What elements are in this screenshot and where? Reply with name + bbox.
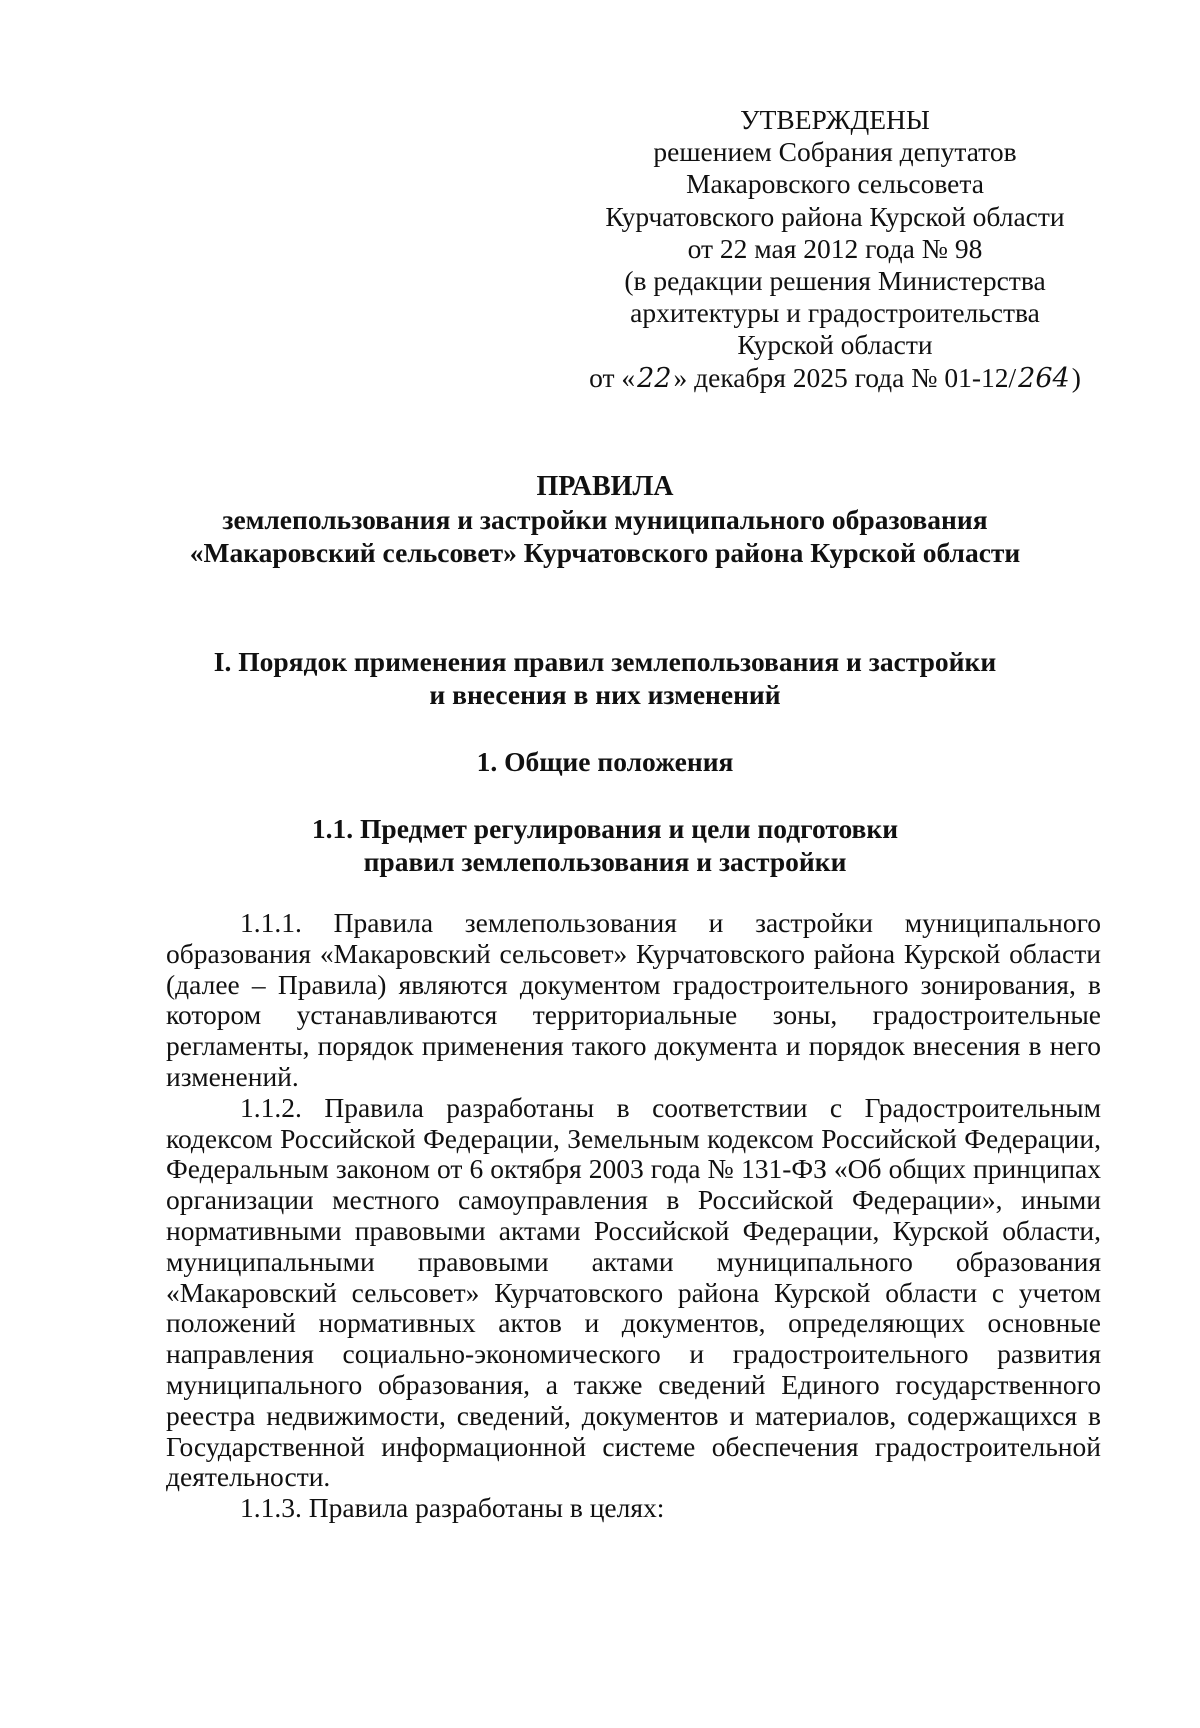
approval-stamp-block — [560, 104, 1110, 395]
handwritten-number: 264 — [1018, 362, 1070, 394]
subsection-heading-line: 1.1. Предмет регулирования и цели подготовки — [311, 813, 899, 844]
subsection-heading-line: правил землепользования и застройки — [363, 846, 847, 877]
approval-date-prefix: от « — [589, 361, 636, 393]
chapter-heading-text: 1. Общие положения — [476, 746, 734, 777]
title-subline: «Макаровский сельсовет» Курчатовского района Курской области — [189, 537, 1021, 568]
approval-date-suffix: ) — [1071, 361, 1081, 393]
approval-line: (в редакции решения Министерства — [624, 265, 1046, 297]
approval-title: УТВЕРЖДЕНЫ — [740, 104, 930, 135]
paragraph-1-1-3: 1.1.3. Правила разработаны в целях: — [240, 1492, 665, 1524]
approval-date-middle: » декабря 2025 года № 01-12/ — [673, 361, 1017, 393]
section-heading-line: I. Порядок применения правил землепользования и застройки — [213, 646, 997, 677]
document-title — [130, 470, 1080, 569]
section-heading — [130, 645, 1080, 711]
approval-line: архитектуры и градостроительства — [630, 297, 1040, 329]
approval-line: Курской области — [737, 329, 933, 361]
approval-line: от 22 мая 2012 года № 98 — [687, 232, 983, 264]
paragraph-1-1-1: 1.1.1. Правила землепользования и застройки муниципального образования «Макаровский сельсовет» Курчатовского района Курской области (далее – Правила) являются документом градостроительного зонирования, в котором устанавливаются территориальные зоны, градостроительные регламенты, порядок применения такого документа и порядок внесения в него изменений. — [166, 907, 1101, 1092]
title-subline: землепользования и застройки муниципального образования — [222, 504, 988, 535]
title-main: ПРАВИЛА — [536, 471, 674, 502]
section-heading-line: и внесения в них изменений — [429, 679, 781, 710]
approval-date-line — [560, 362, 1110, 395]
paragraph-1-1-2: 1.1.2. Правила разработаны в соответствии с Градостроительным кодексом Российской Федерации, Земельным кодексом Российской Федерации, Федеральным законом от 6 октября 2003 года № 131-ФЗ «Об общих принципах организации местного самоуправления в Российской Федерации», иными нормативными правовыми актами Российской Федерации, Курской области, муниципальными правовыми актами муниципального образования «Макаровский сельсовет» Курчатовского района Курской области с учетом положений нормативных актов и документов, определяющих основные направления социально-экономического и градостроительного развития муниципального образования, а также сведений Единого государственного реестра недвижимости, сведений, документов и материалов, содержащихся в Государственной информационной системе обеспечения градостроительной деятельности. — [166, 1091, 1101, 1493]
approval-line: решением Собрания депутатов — [653, 136, 1017, 168]
handwritten-day: 22 — [637, 362, 672, 394]
document-body — [166, 908, 1101, 1524]
approval-line: Макаровского сельсовета — [686, 168, 984, 200]
approval-line: Курчатовского района Курской области — [605, 200, 1065, 232]
chapter-heading — [130, 745, 1080, 778]
subsection-heading — [130, 812, 1080, 878]
